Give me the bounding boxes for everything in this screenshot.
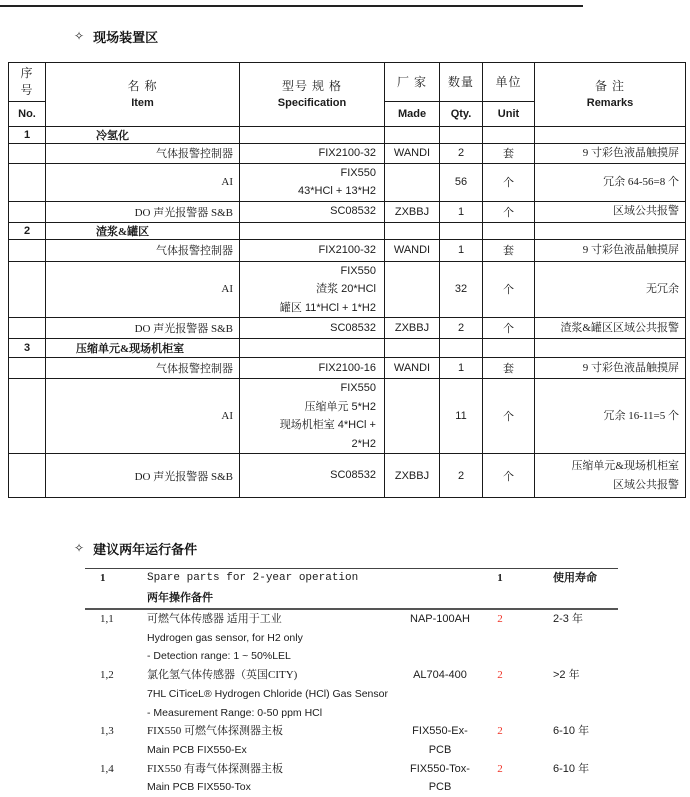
row-desc: FIX550 有毒气体探测器主板 Main PCB FIX550-Tox	[147, 762, 283, 794]
item-made: WANDI	[385, 239, 440, 261]
item-unit: 个	[483, 454, 535, 498]
header-no-en: No.	[9, 102, 46, 127]
item-name: DO 声光报警器 S&B	[46, 201, 240, 222]
table-row	[9, 379, 686, 454]
item-spec: SC08532	[240, 454, 385, 498]
diamond-icon: ✧	[74, 541, 85, 555]
section-title-row	[9, 222, 686, 239]
row-qty: 2	[497, 725, 503, 738]
row-no: 1,1	[100, 613, 114, 625]
table-row	[9, 454, 686, 498]
item-remarks: 冗余 64-56=8 个	[535, 163, 686, 201]
item-unit: 个	[483, 318, 535, 339]
section-heading-spare-parts	[74, 539, 197, 558]
item-spec: SC08532	[240, 318, 385, 339]
header-made-cn: 厂 家	[385, 63, 440, 102]
header-remarks: 备 注 Remarks	[535, 63, 686, 127]
spare-part-row	[85, 722, 618, 759]
spare-parts-header-row	[85, 569, 618, 608]
item-qty: 2	[440, 144, 483, 164]
header-unit-cn: 单位	[483, 63, 535, 102]
item-qty: 1	[440, 239, 483, 261]
header-no: 1	[100, 572, 106, 584]
item-qty: 1	[440, 358, 483, 379]
section-title-row	[9, 127, 686, 144]
item-spec: SC08532	[240, 201, 385, 222]
item-spec: FIX550 压缩单元 5*H2 现场机柜室 4*HCl + 2*H2	[240, 379, 385, 454]
item-name: 气体报警控制器	[46, 239, 240, 261]
heading-text: 现场装置区	[93, 30, 159, 45]
item-qty: 56	[440, 163, 483, 201]
top-rule	[0, 5, 583, 7]
item-unit: 个	[483, 163, 535, 201]
item-qty: 32	[440, 261, 483, 318]
item-made	[385, 261, 440, 318]
row-model: FIX550-Tox- PCB	[410, 762, 470, 794]
item-unit: 套	[483, 239, 535, 261]
section-no: 1	[9, 127, 46, 144]
row-no: 1,2	[100, 669, 114, 682]
item-name: DO 声光报警器 S&B	[46, 454, 240, 498]
heading-text: 建议两年运行备件	[93, 542, 198, 557]
header-model	[395, 569, 485, 608]
item-unit: 套	[483, 358, 535, 379]
row-life: 2-3 年	[553, 613, 583, 625]
header-made-en: Made	[385, 102, 440, 127]
section-heading-field-area	[74, 27, 158, 46]
item-spec: FIX2100-32	[240, 144, 385, 164]
item-qty: 2	[440, 454, 483, 498]
item-unit: 个	[483, 261, 535, 318]
row-no: 1,4	[100, 762, 114, 775]
table-header-row	[9, 63, 686, 102]
item-remarks: 9 寸彩色液晶触摸屏	[535, 358, 686, 379]
row-qty: 2	[497, 762, 503, 775]
row-no: 1,3	[100, 725, 114, 738]
item-remarks: 压缩单元&现场机柜室 区域公共报警	[535, 454, 686, 498]
item-made: ZXBBJ	[385, 318, 440, 339]
header-qty: 1	[497, 572, 503, 584]
item-made	[385, 379, 440, 454]
item-made: ZXBBJ	[385, 454, 440, 498]
item-remarks: 冗余 16-11=5 个	[535, 379, 686, 454]
header-no-cn: 序 号	[9, 63, 46, 102]
item-spec: FIX550 43*HCl + 13*H2	[240, 163, 385, 201]
header-item: 名 称 Item	[46, 63, 240, 127]
item-spec: FIX550 渣浆 20*HCl 罐区 11*HCl + 1*H2	[240, 261, 385, 318]
row-desc: 氯化氢气体传感器（英国CITY) 7HL CiTiceL® Hydrogen Chloride (HCl) Gas Sensor - Measurement Range: 0-50 ppm HCl	[147, 669, 388, 719]
section-no: 2	[9, 222, 46, 239]
table-row	[9, 163, 686, 201]
item-made: WANDI	[385, 358, 440, 379]
spare-parts-table	[85, 568, 618, 797]
header-desc: Spare parts for 2-year operation 两年操作备件	[147, 572, 359, 604]
row-life: 6-10 年	[553, 725, 590, 738]
table-row	[9, 358, 686, 379]
item-remarks: 区域公共报警	[535, 201, 686, 222]
section-title: 压缩单元&现场机柜室	[46, 339, 240, 358]
spare-part-row	[85, 666, 618, 722]
item-remarks: 9 寸彩色液晶触摸屏	[535, 144, 686, 164]
row-desc: 可燃气体传感器 适用于工业 Hydrogen gas sensor, for H2 only - Detection range: 1 ~ 50%LEL	[147, 613, 303, 663]
item-name: AI	[46, 163, 240, 201]
item-made: WANDI	[385, 144, 440, 164]
item-remarks: 渣浆&罐区区域公共报警	[535, 318, 686, 339]
item-name: AI	[46, 379, 240, 454]
row-desc: FIX550 可燃气体探测器主板 Main PCB FIX550-Ex	[147, 725, 283, 756]
item-name: 气体报警控制器	[46, 358, 240, 379]
equipment-table	[8, 62, 686, 498]
header-unit-en: Unit	[483, 102, 535, 127]
header-life: 使用寿命	[553, 572, 597, 584]
item-qty: 2	[440, 318, 483, 339]
item-remarks: 9 寸彩色液晶触摸屏	[535, 239, 686, 261]
row-model: FIX550-Ex- PCB	[412, 725, 468, 756]
spare-part-row	[85, 760, 618, 797]
row-qty: 2	[497, 613, 503, 625]
item-name: AI	[46, 261, 240, 318]
section-no: 3	[9, 339, 46, 358]
item-spec: FIX2100-32	[240, 239, 385, 261]
item-unit: 个	[483, 379, 535, 454]
row-qty: 2	[497, 669, 503, 682]
item-name: 气体报警控制器	[46, 144, 240, 164]
item-qty: 11	[440, 379, 483, 454]
item-made: ZXBBJ	[385, 201, 440, 222]
section-title-row	[9, 339, 686, 358]
table-row	[9, 144, 686, 164]
header-qty-en: Qty.	[440, 102, 483, 127]
table-row	[9, 239, 686, 261]
row-life: >2 年	[553, 669, 580, 682]
section-title: 渣浆&罐区	[46, 222, 240, 239]
item-name: DO 声光报警器 S&B	[46, 318, 240, 339]
header-qty-cn: 数量	[440, 63, 483, 102]
header-spec: 型号 规 格 Specification	[240, 63, 385, 127]
row-life: 6-10 年	[553, 762, 590, 775]
item-unit: 个	[483, 201, 535, 222]
spare-part-row	[85, 610, 618, 666]
item-spec: FIX2100-16	[240, 358, 385, 379]
section-title: 冷氢化	[46, 127, 240, 144]
diamond-icon: ✧	[74, 29, 85, 43]
item-unit: 套	[483, 144, 535, 164]
item-remarks: 无冗余	[535, 261, 686, 318]
item-qty: 1	[440, 201, 483, 222]
item-made	[385, 163, 440, 201]
table-row	[9, 201, 686, 222]
row-model: NAP-100AH	[410, 613, 470, 625]
table-row	[9, 261, 686, 318]
table-row	[9, 318, 686, 339]
row-model: AL704-400	[413, 669, 467, 682]
